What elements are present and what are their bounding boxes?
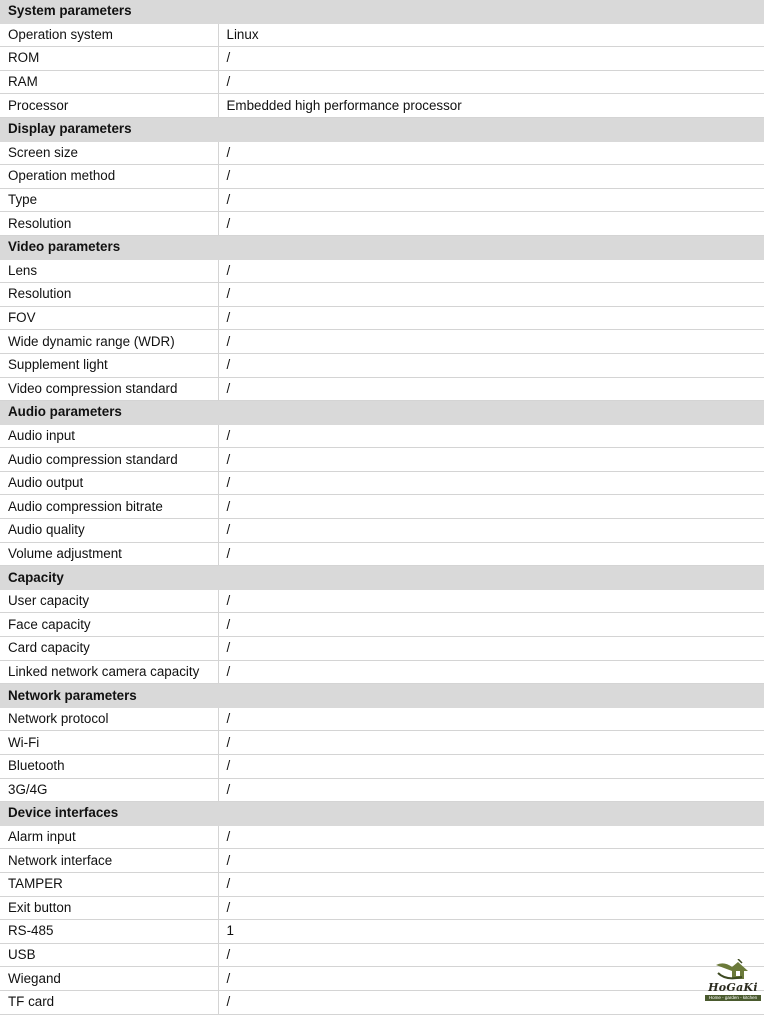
logo-brand-text: HoGaKi <box>708 981 758 994</box>
section-title: Capacity <box>0 566 764 590</box>
spec-row <box>0 872 764 896</box>
spec-value: / <box>218 259 764 283</box>
spec-value: / <box>218 188 764 212</box>
spec-label: Supplement light <box>0 353 218 377</box>
spec-label: Card capacity <box>0 637 218 661</box>
spec-row <box>0 519 764 543</box>
spec-row <box>0 141 764 165</box>
spec-label: USB <box>0 943 218 967</box>
spec-value: / <box>218 70 764 94</box>
spec-label: Video compression standard <box>0 377 218 401</box>
section-title: Device interfaces <box>0 802 764 826</box>
spec-label: Processor <box>0 94 218 118</box>
spec-label: Exit button <box>0 896 218 920</box>
spec-value: / <box>218 589 764 613</box>
spec-label: 3G/4G <box>0 778 218 802</box>
section-title: Audio parameters <box>0 401 764 425</box>
spec-label: Audio output <box>0 471 218 495</box>
spec-label: User capacity <box>0 589 218 613</box>
spec-row <box>0 306 764 330</box>
spec-value: / <box>218 990 764 1014</box>
spec-label: Network interface <box>0 849 218 873</box>
spec-row <box>0 330 764 354</box>
spec-label: Operation system <box>0 23 218 47</box>
section-title: Display parameters <box>0 117 764 141</box>
spec-label: Audio input <box>0 424 218 448</box>
spec-label: Lens <box>0 259 218 283</box>
spec-value: Embedded high performance processor <box>218 94 764 118</box>
spec-value: / <box>218 471 764 495</box>
spec-row <box>0 424 764 448</box>
spec-row <box>0 353 764 377</box>
spec-row <box>0 542 764 566</box>
spec-row <box>0 825 764 849</box>
spec-value: / <box>218 872 764 896</box>
spec-value: / <box>218 330 764 354</box>
spec-value: / <box>218 613 764 637</box>
spec-row <box>0 849 764 873</box>
spec-value: / <box>218 353 764 377</box>
spec-row <box>0 47 764 71</box>
spec-value: / <box>218 424 764 448</box>
section-header-row <box>0 566 764 590</box>
section-header-row <box>0 684 764 708</box>
spec-value: / <box>218 542 764 566</box>
section-header-row <box>0 0 764 23</box>
spec-row <box>0 188 764 212</box>
spec-label: Bluetooth <box>0 755 218 779</box>
section-header-row <box>0 401 764 425</box>
spec-label: ROM <box>0 47 218 71</box>
spec-label: Audio quality <box>0 519 218 543</box>
logo-tagline: Home - garden - kitchen <box>705 995 761 1001</box>
spec-row <box>0 660 764 684</box>
spec-label: Face capacity <box>0 613 218 637</box>
section-header-row <box>0 117 764 141</box>
spec-row <box>0 495 764 519</box>
spec-value: / <box>218 448 764 472</box>
section-header-row <box>0 235 764 259</box>
spec-row <box>0 731 764 755</box>
spec-label: FOV <box>0 306 218 330</box>
spec-value: / <box>218 660 764 684</box>
spec-row <box>0 896 764 920</box>
spec-value: / <box>218 637 764 661</box>
spec-value: / <box>218 141 764 165</box>
spec-label: RAM <box>0 70 218 94</box>
house-leaf-icon <box>714 959 750 981</box>
spec-row <box>0 23 764 47</box>
section-title: Network parameters <box>0 684 764 708</box>
spec-row <box>0 707 764 731</box>
spec-value: / <box>218 377 764 401</box>
spec-label: Wide dynamic range (WDR) <box>0 330 218 354</box>
spec-row <box>0 990 764 1014</box>
spec-row <box>0 613 764 637</box>
spec-value: / <box>218 967 764 991</box>
spec-value: / <box>218 165 764 189</box>
spec-value: Linux <box>218 23 764 47</box>
spec-row <box>0 943 764 967</box>
spec-label: RS-485 <box>0 920 218 944</box>
spec-value: 1 <box>218 920 764 944</box>
spec-value: / <box>218 825 764 849</box>
spec-value: / <box>218 731 764 755</box>
spec-row <box>0 778 764 802</box>
spec-value: / <box>218 896 764 920</box>
spec-value: / <box>218 849 764 873</box>
spec-row <box>0 259 764 283</box>
spec-value: / <box>218 519 764 543</box>
spec-value: / <box>218 707 764 731</box>
spec-row <box>0 94 764 118</box>
spec-row <box>0 589 764 613</box>
spec-row <box>0 377 764 401</box>
section-title: Video parameters <box>0 235 764 259</box>
spec-value: / <box>218 47 764 71</box>
brand-logo <box>704 959 762 1003</box>
spec-label: Audio compression bitrate <box>0 495 218 519</box>
section-header-row <box>0 802 764 826</box>
spec-label: Resolution <box>0 283 218 307</box>
spec-label: Alarm input <box>0 825 218 849</box>
spec-row <box>0 471 764 495</box>
spec-value: / <box>218 495 764 519</box>
spec-label: TF card <box>0 990 218 1014</box>
spec-label: Linked network camera capacity <box>0 660 218 684</box>
spec-label: Operation method <box>0 165 218 189</box>
spec-label: Screen size <box>0 141 218 165</box>
spec-value: / <box>218 212 764 236</box>
spec-label: TAMPER <box>0 872 218 896</box>
spec-label: Audio compression standard <box>0 448 218 472</box>
spec-row <box>0 448 764 472</box>
spec-label: Network protocol <box>0 707 218 731</box>
spec-label: Wi-Fi <box>0 731 218 755</box>
spec-value: / <box>218 778 764 802</box>
spec-row <box>0 283 764 307</box>
spec-label: Resolution <box>0 212 218 236</box>
spec-value: / <box>218 283 764 307</box>
spec-row <box>0 920 764 944</box>
spec-label: Wiegand <box>0 967 218 991</box>
spec-value: / <box>218 755 764 779</box>
spec-label: Volume adjustment <box>0 542 218 566</box>
section-title: System parameters <box>0 0 764 23</box>
spec-row <box>0 755 764 779</box>
spec-value: / <box>218 943 764 967</box>
spec-row <box>0 967 764 991</box>
spec-row <box>0 212 764 236</box>
spec-row <box>0 70 764 94</box>
spec-label: Type <box>0 188 218 212</box>
spec-row <box>0 637 764 661</box>
spec-row <box>0 165 764 189</box>
spec-value: / <box>218 306 764 330</box>
